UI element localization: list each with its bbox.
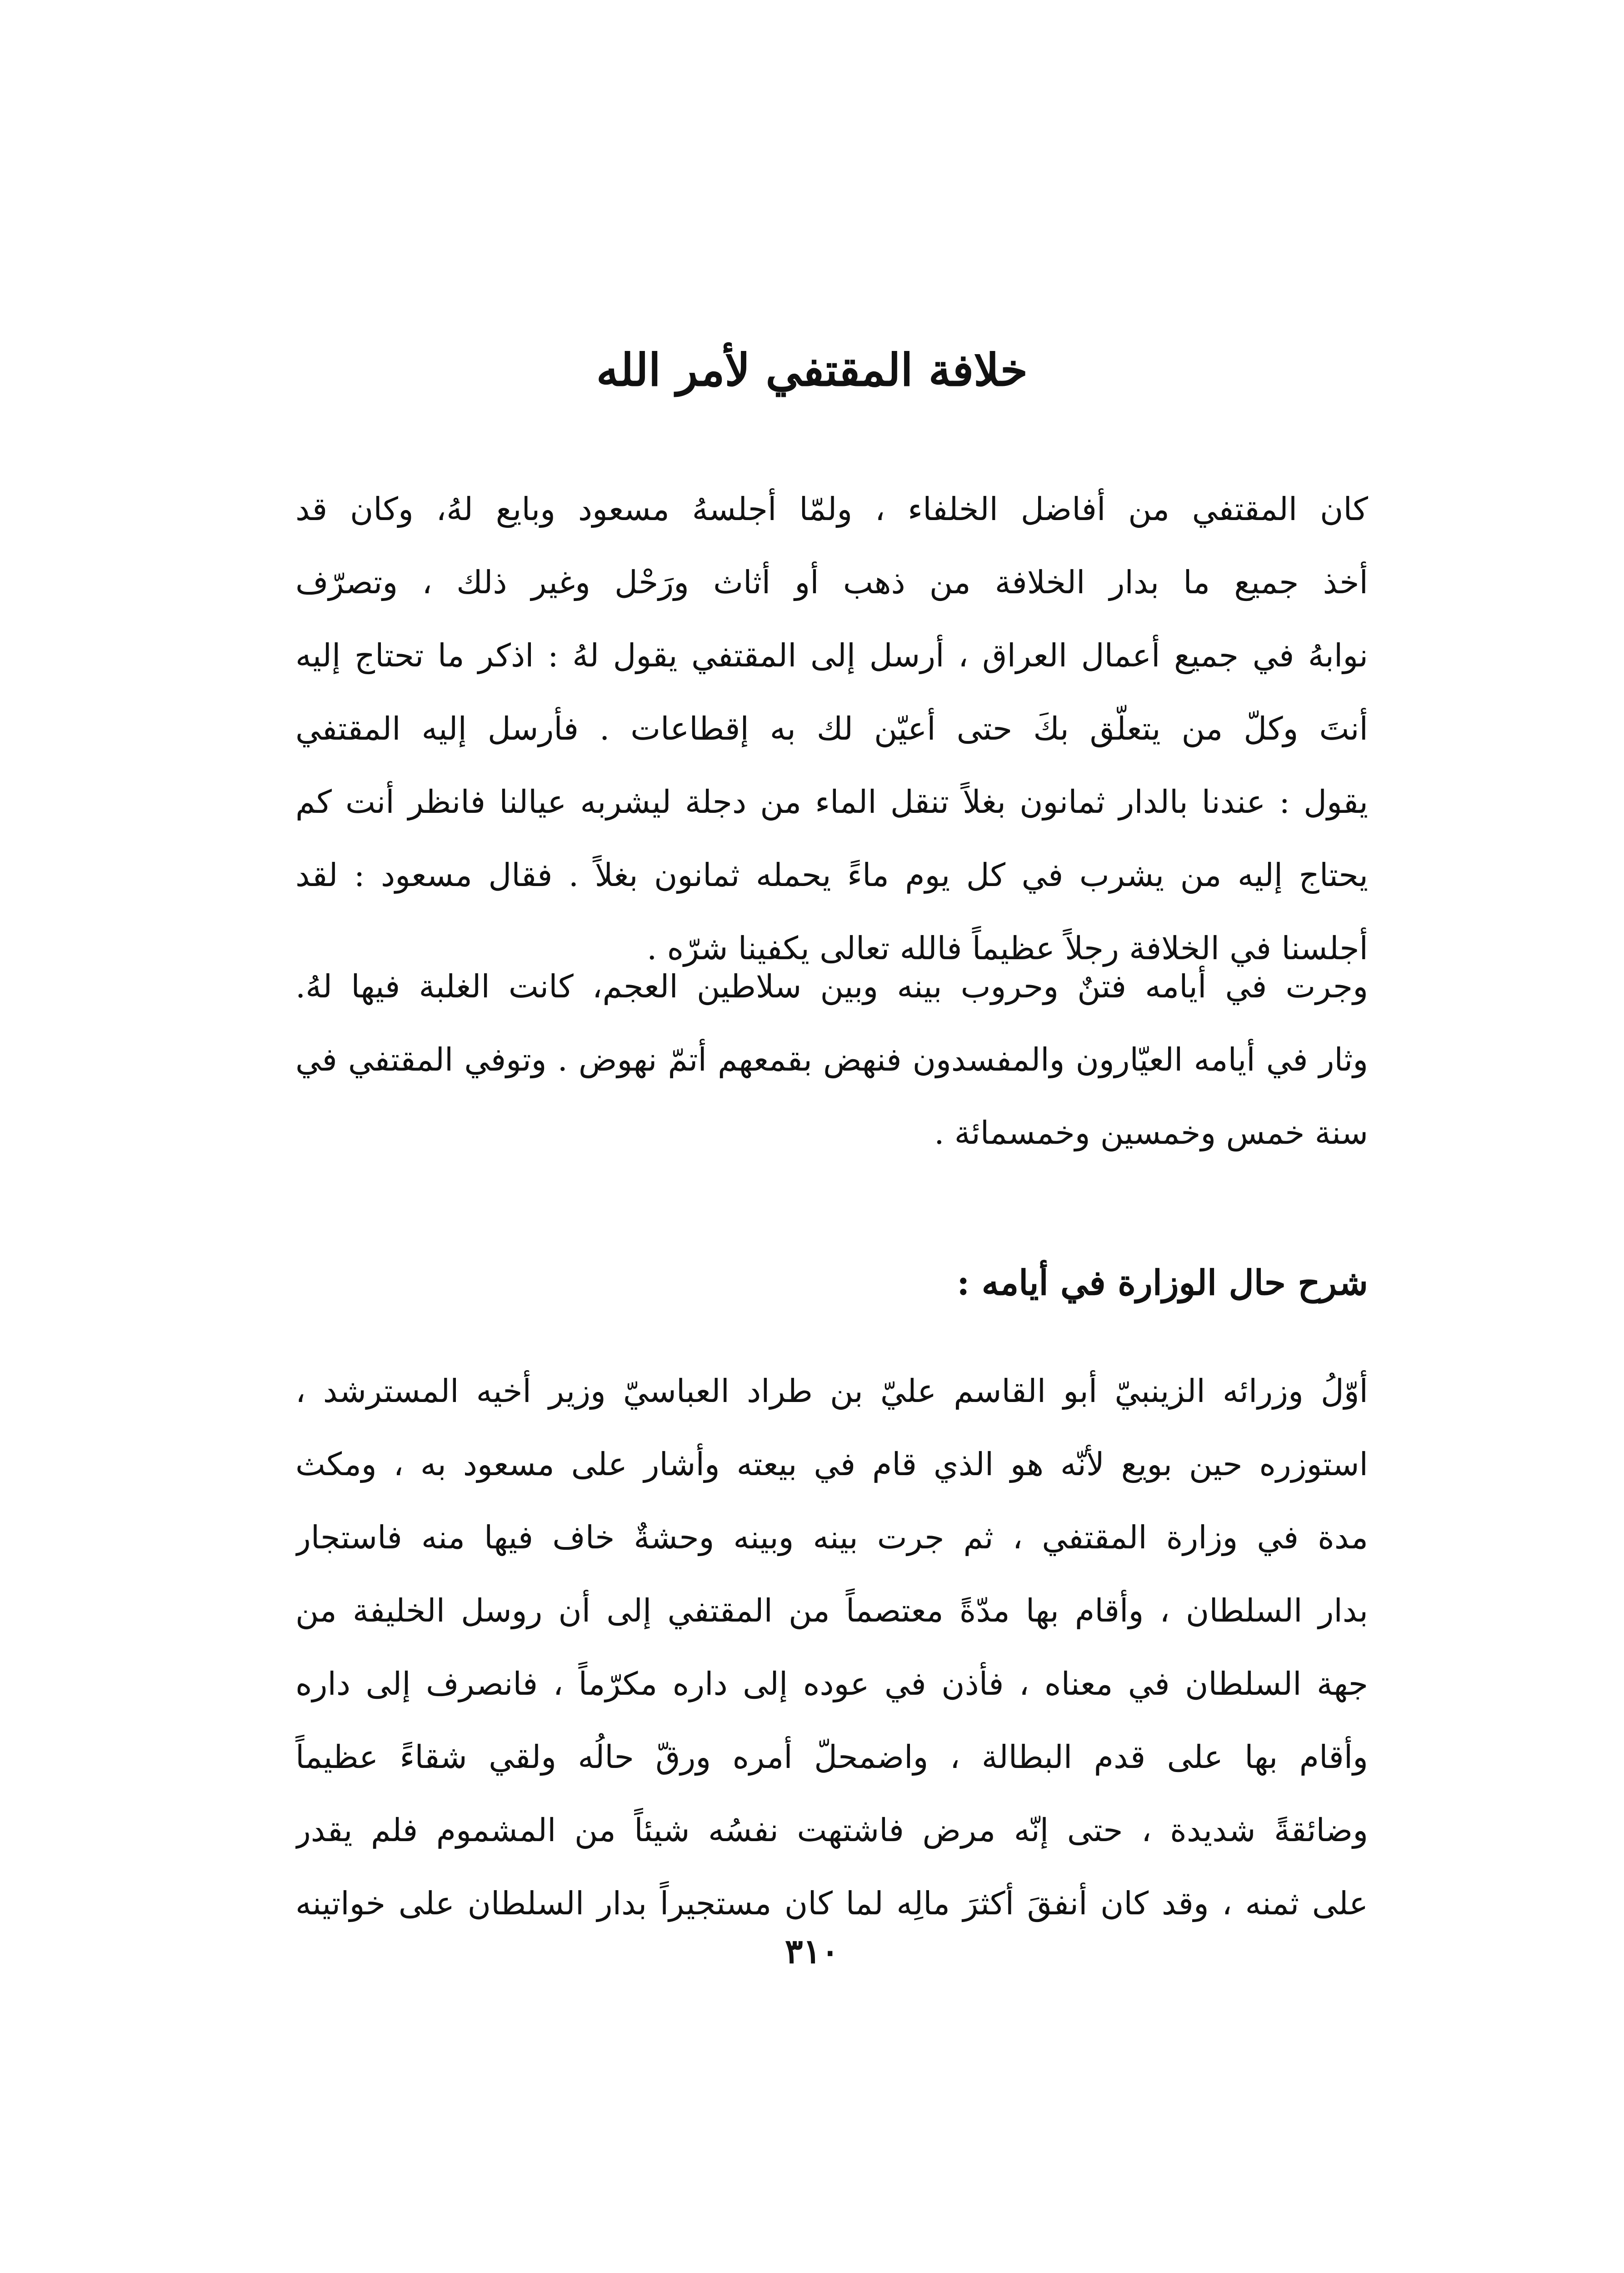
paragraph-3 bbox=[295, 1355, 1368, 1940]
text-line: مدة في وزارة المقتفي ، ثم جرت بينه وبينه وحشةٌ خاف فيها منه فاستجار bbox=[295, 1519, 1368, 1556]
text-line: وأقام بها على قدم البطالة ، واضمحلّ أمره ورقّ حالُه ولقي شقاءً عظيماً bbox=[295, 1738, 1368, 1776]
text-line: يقول : عندنا بالدار ثمانون بغلاً تنقل الماء من دجلة ليشربه عيالنا فانظر أنت كم bbox=[295, 783, 1368, 821]
text-line: يحتاج إليه من يشرب في كل يوم ماءً يحمله ثمانون بغلاً . فقال مسعود : لقد bbox=[295, 856, 1368, 894]
text-line: سنة خمس وخمسين وخمسمائة . bbox=[934, 1114, 1368, 1152]
paragraph-1 bbox=[295, 473, 1368, 985]
chapter-title: خلافة المقتفي لأمر الله bbox=[596, 344, 1028, 396]
text-line: وضائقةً شديدة ، حتى إنّه مرض فاشتهت نفسُه شيئاً من المشموم فلم يقدر bbox=[295, 1812, 1368, 1849]
page-number: ٣١٠ bbox=[785, 1932, 839, 1971]
text-line: أخذ جميع ما بدار الخلافة من ذهب أو أثاث ورَحْل وغير ذلك ، وتصرّف bbox=[295, 564, 1368, 601]
text-line: كان المقتفي من أفاضل الخلفاء ، ولمّا أجلسهُ مسعود وبايع لهُ، وكان قد bbox=[295, 491, 1368, 528]
text-line: أوّلُ وزرائه الزينبيّ أبو القاسم عليّ بن طراد العباسيّ وزير أخيه المسترشد ، bbox=[295, 1372, 1368, 1410]
text-line: استوزره حين بويع لأنّه هو الذي قام في بيعته وأشار على مسعود به ، ومكث bbox=[295, 1446, 1368, 1483]
text-line: أنتَ وكلّ من يتعلّق بكَ حتى أعيّن لك به إقطاعات . فأرسل إليه المقتفي bbox=[295, 710, 1368, 747]
paragraph-2 bbox=[295, 950, 1368, 1170]
text-line: جهة السلطان في معناه ، فأذن في عوده إلى داره مكرّماً ، فانصرف إلى داره bbox=[295, 1665, 1368, 1702]
text-line: نوابهُ في جميع أعمال العراق ، أرسل إلى المقتفي يقول لهُ : اذكر ما تحتاج إليه bbox=[295, 637, 1368, 674]
section-heading: شرح حال الوزارة في أيامه : bbox=[957, 1262, 1368, 1303]
text-line: وجرت في أيامه فتنٌ وحروب بينه وبين سلاطين العجم، كانت الغلبة فيها لهُ. bbox=[295, 968, 1368, 1005]
text-line: أجلسنا في الخلافة رجلاً عظيماً فالله تعالى يكفينا شرّه . bbox=[647, 930, 1368, 967]
text-line: بدار السلطان ، وأقام بها مدّةً معتصماً من المقتفي إلى أن روسل الخليفة من bbox=[295, 1592, 1368, 1629]
text-line: وثار في أيامه العيّارون والمفسدون فنهض بقمعهم أتمّ نهوض . وتوفي المقتفي في bbox=[295, 1041, 1368, 1078]
text-line: على ثمنه ، وقد كان أنفقَ أكثرَ مالِه لما كان مستجيراً بدار السلطان على خواتينه bbox=[295, 1885, 1368, 1922]
